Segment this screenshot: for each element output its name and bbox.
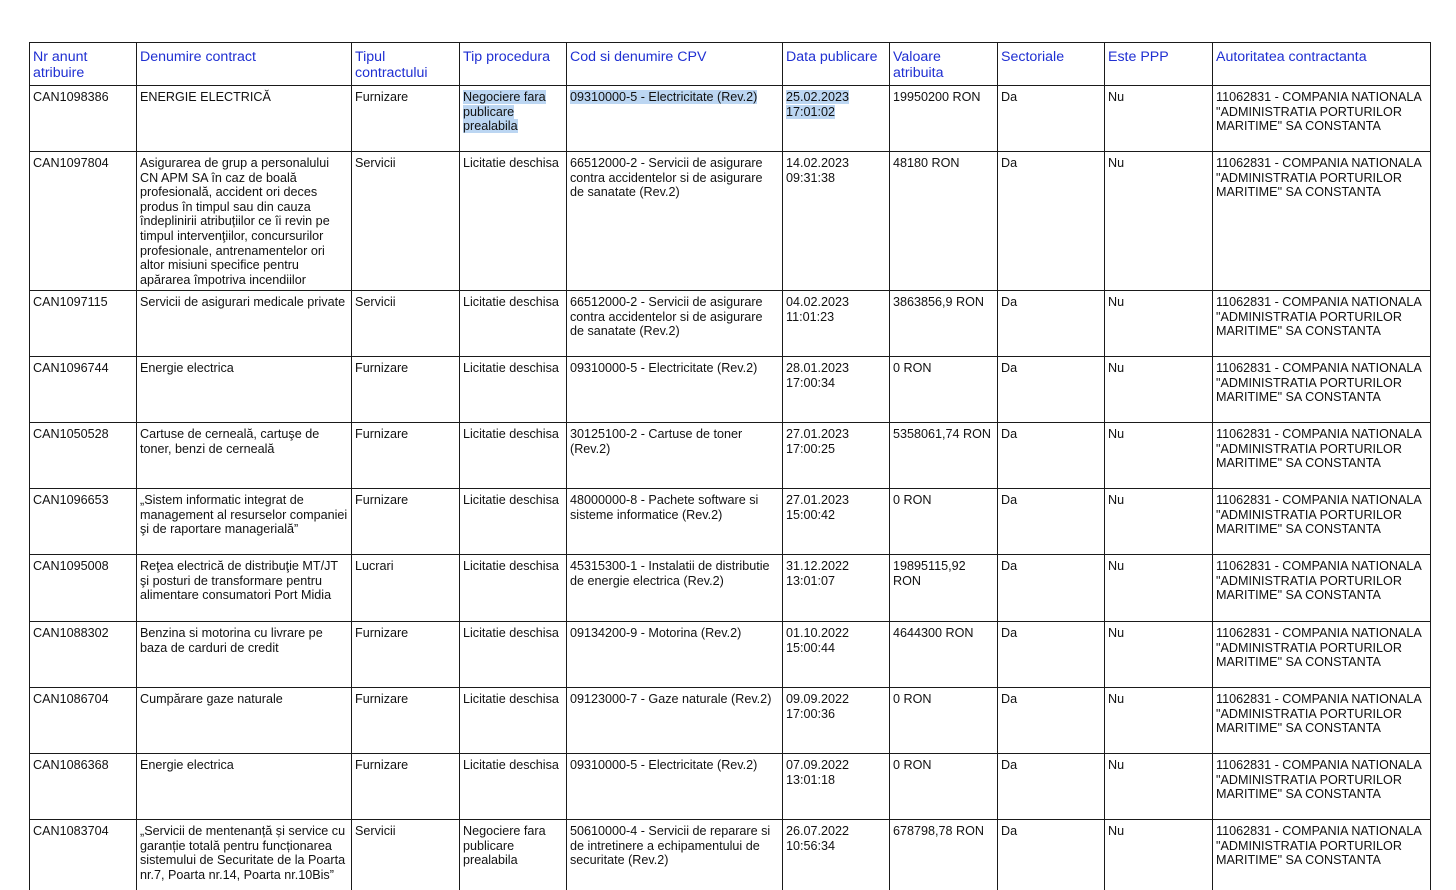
- header-denumire-contract: Denumire contract: [137, 43, 352, 86]
- cell-data-publicare: 27.01.2023 15:00:42: [783, 489, 890, 555]
- cell-sectoriale: Da: [998, 291, 1105, 357]
- cell-cod-cpv: 45315300-1 - Instalatii de distributie de energie electrica (Rev.2): [567, 555, 783, 622]
- cell-data-publicare: 04.02.2023 11:01:23: [783, 291, 890, 357]
- header-nr-anunt: Nr anunt atribuire: [30, 43, 137, 86]
- cell-tip-procedura: Licitatie deschisa: [460, 754, 567, 820]
- cell-cod-cpv: 09310000-5 - Electricitate (Rev.2): [567, 754, 783, 820]
- cell-data-publicare: 07.09.2022 13:01:18: [783, 754, 890, 820]
- cell-este-ppp: Nu: [1105, 754, 1213, 820]
- cell-autoritatea-contractanta: 11062831 - COMPANIA NATIONALA "ADMINISTRATIA PORTURILOR MARITIME" SA CONSTANTA: [1213, 152, 1431, 291]
- cell-tipul-contractului: Furnizare: [352, 423, 460, 489]
- cell-data-publicare: 01.10.2022 15:00:44: [783, 622, 890, 688]
- cell-autoritatea-contractanta: 11062831 - COMPANIA NATIONALA "ADMINISTRATIA PORTURILOR MARITIME" SA CONSTANTA: [1213, 489, 1431, 555]
- header-valoare-atribuita: Valoare atribuita: [890, 43, 998, 86]
- table-row: [30, 423, 1431, 489]
- cell-denumire-contract: „Servicii de mentenanță și service cu garanție totală pentru funcționarea sistemului de Securitate de la Poarta nr.7, Poarta nr.14, Poarta nr.10Bis”: [137, 820, 352, 890]
- cell-este-ppp: Nu: [1105, 152, 1213, 291]
- cell-tipul-contractului: Servicii: [352, 291, 460, 357]
- cell-este-ppp: Nu: [1105, 291, 1213, 357]
- cell-nr-anunt: CAN1097804: [30, 152, 137, 291]
- cell-autoritatea-contractanta: 11062831 - COMPANIA NATIONALA "ADMINISTRATIA PORTURILOR MARITIME" SA CONSTANTA: [1213, 291, 1431, 357]
- cell-valoare-atribuita: 3863856,9 RON: [890, 291, 998, 357]
- cell-autoritatea-contractanta: 11062831 - COMPANIA NATIONALA "ADMINISTRATIA PORTURILOR MARITIME" SA CONSTANTA: [1213, 820, 1431, 890]
- cell-sectoriale: Da: [998, 357, 1105, 423]
- header-cod-cpv: Cod si denumire CPV: [567, 43, 783, 86]
- cell-denumire-contract: Energie electrica: [137, 357, 352, 423]
- cell-cod-cpv: 09123000-7 - Gaze naturale (Rev.2): [567, 688, 783, 754]
- header-autoritatea-contractanta: Autoritatea contractanta: [1213, 43, 1431, 86]
- cell-denumire-contract: ENERGIE ELECTRICĂ: [137, 86, 352, 152]
- cell-sectoriale: Da: [998, 489, 1105, 555]
- selected-text: Negociere fara publicare prealabila: [463, 90, 546, 134]
- cell-cod-cpv: 50610000-4 - Servicii de reparare si de intretinere a echipamentului de securitate (Rev.2): [567, 820, 783, 890]
- cell-cod-cpv: 09310000-5 - Electricitate (Rev.2): [567, 357, 783, 423]
- cell-valoare-atribuita: 19950200 RON: [890, 86, 998, 152]
- cell-denumire-contract: „Sistem informatic integrat de management al resurselor companiei şi de raportare managerială”: [137, 489, 352, 555]
- table-row: [30, 86, 1431, 152]
- cell-tip-procedura: Licitatie deschisa: [460, 423, 567, 489]
- cell-nr-anunt: CAN1097115: [30, 291, 137, 357]
- cell-valoare-atribuita: 0 RON: [890, 357, 998, 423]
- cell-tipul-contractului: Furnizare: [352, 688, 460, 754]
- cell-tip-procedura: Licitatie deschisa: [460, 152, 567, 291]
- cell-valoare-atribuita: 0 RON: [890, 489, 998, 555]
- cell-tip-procedura: Licitatie deschisa: [460, 489, 567, 555]
- cell-tipul-contractului: Furnizare: [352, 754, 460, 820]
- header-este-ppp: Este PPP: [1105, 43, 1213, 86]
- cell-cod-cpv: 09134200-9 - Motorina (Rev.2): [567, 622, 783, 688]
- cell-cod-cpv: 66512000-2 - Servicii de asigurare contra accidentelor si de asigurare de sanatate (Rev.2): [567, 152, 783, 291]
- cell-sectoriale: Da: [998, 688, 1105, 754]
- cell-valoare-atribuita: 48180 RON: [890, 152, 998, 291]
- table-row: [30, 152, 1431, 291]
- cell-tipul-contractului: Servicii: [352, 820, 460, 890]
- cell-sectoriale: Da: [998, 152, 1105, 291]
- cell-tipul-contractului: Servicii: [352, 152, 460, 291]
- cell-autoritatea-contractanta: 11062831 - COMPANIA NATIONALA "ADMINISTRATIA PORTURILOR MARITIME" SA CONSTANTA: [1213, 754, 1431, 820]
- cell-data-publicare: 26.07.2022 10:56:34: [783, 820, 890, 890]
- cell-data-publicare: 27.01.2023 17:00:25: [783, 423, 890, 489]
- cell-tip-procedura: Negociere fara publicare prealabila: [460, 820, 567, 890]
- cell-tip-procedura: Licitatie deschisa: [460, 555, 567, 622]
- cell-este-ppp: Nu: [1105, 423, 1213, 489]
- cell-valoare-atribuita: 19895115,92 RON: [890, 555, 998, 622]
- cell-autoritatea-contractanta: 11062831 - COMPANIA NATIONALA "ADMINISTRATIA PORTURILOR MARITIME" SA CONSTANTA: [1213, 86, 1431, 152]
- cell-denumire-contract: Cumpărare gaze naturale: [137, 688, 352, 754]
- cell-este-ppp: Nu: [1105, 555, 1213, 622]
- table-row: [30, 357, 1431, 423]
- cell-denumire-contract: Servicii de asigurari medicale private: [137, 291, 352, 357]
- cell-tip-procedura: Licitatie deschisa: [460, 688, 567, 754]
- cell-tip-procedura: [460, 86, 567, 152]
- cell-sectoriale: Da: [998, 820, 1105, 890]
- cell-tip-procedura: Licitatie deschisa: [460, 622, 567, 688]
- cell-nr-anunt: CAN1086704: [30, 688, 137, 754]
- cell-este-ppp: Nu: [1105, 688, 1213, 754]
- table-row: [30, 820, 1431, 890]
- cell-valoare-atribuita: 0 RON: [890, 754, 998, 820]
- cell-nr-anunt: CAN1088302: [30, 622, 137, 688]
- cell-este-ppp: Nu: [1105, 820, 1213, 890]
- table-row: [30, 489, 1431, 555]
- cell-denumire-contract: Asigurarea de grup a personalului CN APM SA în caz de boală profesională, accident ori deces produs în timpul sau din cauza îndeplinirii atribuțiilor ce îi revin pe timpul intervenţiilor, concursurilor profesionale, antrenamentelor ori altor misiuni specifice pentru apărarea împotriva incendiilor: [137, 152, 352, 291]
- cell-autoritatea-contractanta: 11062831 - COMPANIA NATIONALA "ADMINISTRATIA PORTURILOR MARITIME" SA CONSTANTA: [1213, 555, 1431, 622]
- table-row: [30, 622, 1431, 688]
- cell-denumire-contract: Reţea electrică de distribuţie MT/JT şi posturi de transformare pentru alimentare consumatori Port Midia: [137, 555, 352, 622]
- selected-text: 09310000-5 - Electricitate (Rev.2): [570, 90, 758, 104]
- cell-tipul-contractului: Furnizare: [352, 86, 460, 152]
- cell-nr-anunt: CAN1096653: [30, 489, 137, 555]
- cell-cod-cpv: 48000000-8 - Pachete software si sisteme informatice (Rev.2): [567, 489, 783, 555]
- cell-tipul-contractului: Furnizare: [352, 489, 460, 555]
- cell-autoritatea-contractanta: 11062831 - COMPANIA NATIONALA "ADMINISTRATIA PORTURILOR MARITIME" SA CONSTANTA: [1213, 423, 1431, 489]
- cell-data-publicare: 09.09.2022 17:00:36: [783, 688, 890, 754]
- cell-denumire-contract: Benzina si motorina cu livrare pe baza de carduri de credit: [137, 622, 352, 688]
- cell-este-ppp: Nu: [1105, 622, 1213, 688]
- cell-tip-procedura: Licitatie deschisa: [460, 357, 567, 423]
- cell-tipul-contractului: Furnizare: [352, 622, 460, 688]
- cell-tipul-contractului: Furnizare: [352, 357, 460, 423]
- cell-data-publicare: 14.02.2023 09:31:38: [783, 152, 890, 291]
- cell-este-ppp: Nu: [1105, 86, 1213, 152]
- cell-cod-cpv: 30125100-2 - Cartuse de toner (Rev.2): [567, 423, 783, 489]
- table-header-row: [30, 43, 1431, 86]
- cell-data-publicare: [783, 86, 890, 152]
- cell-denumire-contract: Cartuse de cerneală, cartuşe de toner, benzi de cerneală: [137, 423, 352, 489]
- table-row: [30, 555, 1431, 622]
- cell-tip-procedura: Licitatie deschisa: [460, 291, 567, 357]
- table-row: [30, 754, 1431, 820]
- cell-nr-anunt: CAN1086368: [30, 754, 137, 820]
- cell-nr-anunt: CAN1050528: [30, 423, 137, 489]
- cell-sectoriale: Da: [998, 555, 1105, 622]
- cell-valoare-atribuita: 678798,78 RON: [890, 820, 998, 890]
- cell-cod-cpv: [567, 86, 783, 152]
- cell-sectoriale: Da: [998, 86, 1105, 152]
- header-sectoriale: Sectoriale: [998, 43, 1105, 86]
- header-data-publicare: Data publicare: [783, 43, 890, 86]
- cell-valoare-atribuita: 5358061,74 RON: [890, 423, 998, 489]
- cell-este-ppp: Nu: [1105, 357, 1213, 423]
- cell-valoare-atribuita: 0 RON: [890, 688, 998, 754]
- cell-autoritatea-contractanta: 11062831 - COMPANIA NATIONALA "ADMINISTRATIA PORTURILOR MARITIME" SA CONSTANTA: [1213, 622, 1431, 688]
- table-row: [30, 291, 1431, 357]
- header-tip-procedura: Tip procedura: [460, 43, 567, 86]
- cell-data-publicare: 28.01.2023 17:00:34: [783, 357, 890, 423]
- cell-cod-cpv: 66512000-2 - Servicii de asigurare contra accidentelor si de asigurare de sanatate (Rev.2): [567, 291, 783, 357]
- header-tipul-contractului: Tipul contractului: [352, 43, 460, 86]
- table-row: [30, 688, 1431, 754]
- cell-nr-anunt: CAN1098386: [30, 86, 137, 152]
- cell-autoritatea-contractanta: 11062831 - COMPANIA NATIONALA "ADMINISTRATIA PORTURILOR MARITIME" SA CONSTANTA: [1213, 357, 1431, 423]
- cell-nr-anunt: CAN1096744: [30, 357, 137, 423]
- selected-text: 25.02.2023 17:01:02: [786, 90, 850, 119]
- cell-valoare-atribuita: 4644300 RON: [890, 622, 998, 688]
- cell-tipul-contractului: Lucrari: [352, 555, 460, 622]
- cell-autoritatea-contractanta: 11062831 - COMPANIA NATIONALA "ADMINISTRATIA PORTURILOR MARITIME" SA CONSTANTA: [1213, 688, 1431, 754]
- cell-nr-anunt: CAN1095008: [30, 555, 137, 622]
- cell-data-publicare: 31.12.2022 13:01:07: [783, 555, 890, 622]
- cell-sectoriale: Da: [998, 622, 1105, 688]
- contract-awards-table: [29, 42, 1431, 890]
- cell-nr-anunt: CAN1083704: [30, 820, 137, 890]
- cell-denumire-contract: Energie electrica: [137, 754, 352, 820]
- cell-sectoriale: Da: [998, 423, 1105, 489]
- cell-este-ppp: Nu: [1105, 489, 1213, 555]
- cell-sectoriale: Da: [998, 754, 1105, 820]
